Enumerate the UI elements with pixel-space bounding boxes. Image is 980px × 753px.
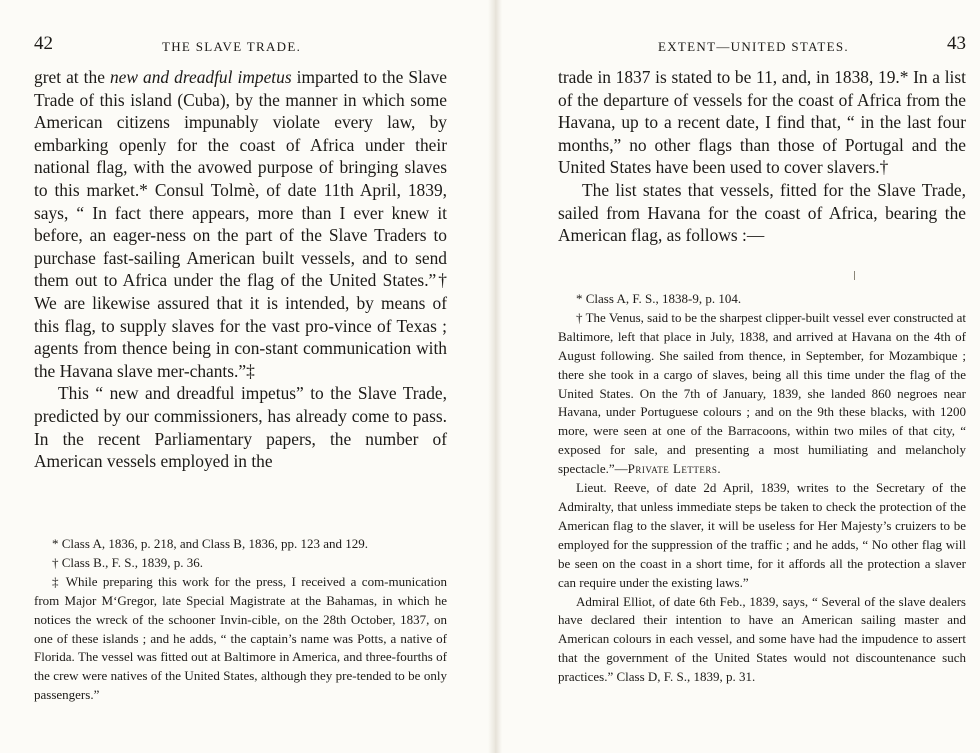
left-running-head: THE SLAVE TRADE. [162,39,302,54]
left-paragraph-2: This “ new and dreadful impetus” to the Slave Trade, predicted by our commissioners, has already come to pass. In the recent Parliamentary papers, the number of American vessels employed in the [34,383,447,472]
left-footnote-2: † Class B., F. S., 1839, p. 36. [52,554,204,570]
right-footnotes [558,290,966,687]
left-paragraph-1-italic: new and dreadful impetus [109,67,292,87]
right-page-body [558,66,966,247]
right-page-number: 43 [947,33,966,54]
left-footnote-3: ‡ While preparing this work for the press, I received a com-munication from Major M‘Gregor, late Special Magistrate at the Bahamas, in which he notices the wreck of the schooner Invin-cible, on the 28th October, 1837, on one of these islands ; and he adds, “ the captain’s name was Potts, a native of Florida. The vessel was fitted out at Baltimore in America, and three-fourths of the crew were natives of the United States, although they pre-tended to be only passengers.” [34,573,447,703]
left-page-body [34,66,447,473]
right-paragraph-1: trade in 1837 is stated to be 11, and, in 1838, 19.* In a list of the departure of vessels for the coast of Africa from the Havana, up to a recent date, I find that, “ in the last four months,” no other flags than those of Portugal and the United States have been used to cover slavers.† [558,67,966,178]
left-footnote-1: * Class A, 1836, p. 218, and Class B, 1836, pp. 123 and 129. [52,536,368,551]
right-footnote-4: Admiral Elliot, of date 6th Feb., 1839, says, “ Several of the slave dealers have declared their intention to have an American sailing master and American colours in each vessel, and some have had the impudence to assert that the government of the United States would not discountenance such practices.” Class D, F. S., 1839, p. 31. [558,593,966,685]
right-page-header [558,33,966,57]
right-footnote-2 [558,309,966,479]
page-gutter [488,0,502,753]
left-footnotes [34,535,447,705]
print-mark [854,271,855,280]
left-page-number: 42 [34,33,53,54]
left-paragraph-1 [34,66,447,382]
left-paragraph-1-rest: imparted to the Slave Trade of this island (Cuba), by the manner in which some American citizens impunably violate every law, by embarking openly for the coast of Africa under their national flag, with the avowed purpose of bringing slaves to this market.* Consul Tolmè, of date 11th April, 1839, says, “ In fact there appears, more than I ever knew it before, an eager-ness on the part of the Slave Traders to purchase fast-sailing American built vessels, and to send them out to Africa under the flag of the United States.”† We are likewise assured that it is intended, by means of this flag, to supply slaves for the vast pro-vince of Texas ; agents from thence being in con-stant communication with the Havana slave mer-chants.”‡ [34,67,447,381]
right-footnote-2-text: † The Venus, said to be the sharpest clipper-built vessel ever constructed at Baltimore, left that place in July, 1838, and arrived at Havana on the 4th of August following. She sailed from thence, in September, for Mozambique ; there she took in a cargo of slaves, being all this time under the flag of the United States. On the 7th of January, 1839, she landed 860 negroes near Havana, under Portuguese colours ; and on the 9th these blacks, with 1200 more, were seen at one of the Barracoons, within two miles of that city, “ exposed for sale, and presenting a most humiliating and melancholy spectacle.”— [558,309,966,477]
left-page-header [34,33,447,57]
right-paragraph-2: The list states that vessels, fitted for the Slave Trade, sailed from Havana for the coast of Africa, bearing the American flag, as follows :— [558,179,966,246]
right-footnote-1: * Class A, F. S., 1838-9, p. 104. [576,291,742,306]
right-running-head: EXTENT—UNITED STATES. [658,39,849,54]
right-footnote-3: Lieut. Reeve, of date 2d April, 1839, writes to the Secretary of the Admiralty, that unless immediate steps be taken to check the protection of the American flag to the slaver, it will be useless for Her Majesty’s cruizers to be employed for the suppression of the traffic ; and he adds, “ No other flag will be seen on the coast in a short time, for it affords all the protection a slaver can require under the existing laws.” [558,480,966,590]
right-footnote-2-source: Private Letters. [627,461,722,477]
left-paragraph-1-start: gret at the [34,67,110,87]
